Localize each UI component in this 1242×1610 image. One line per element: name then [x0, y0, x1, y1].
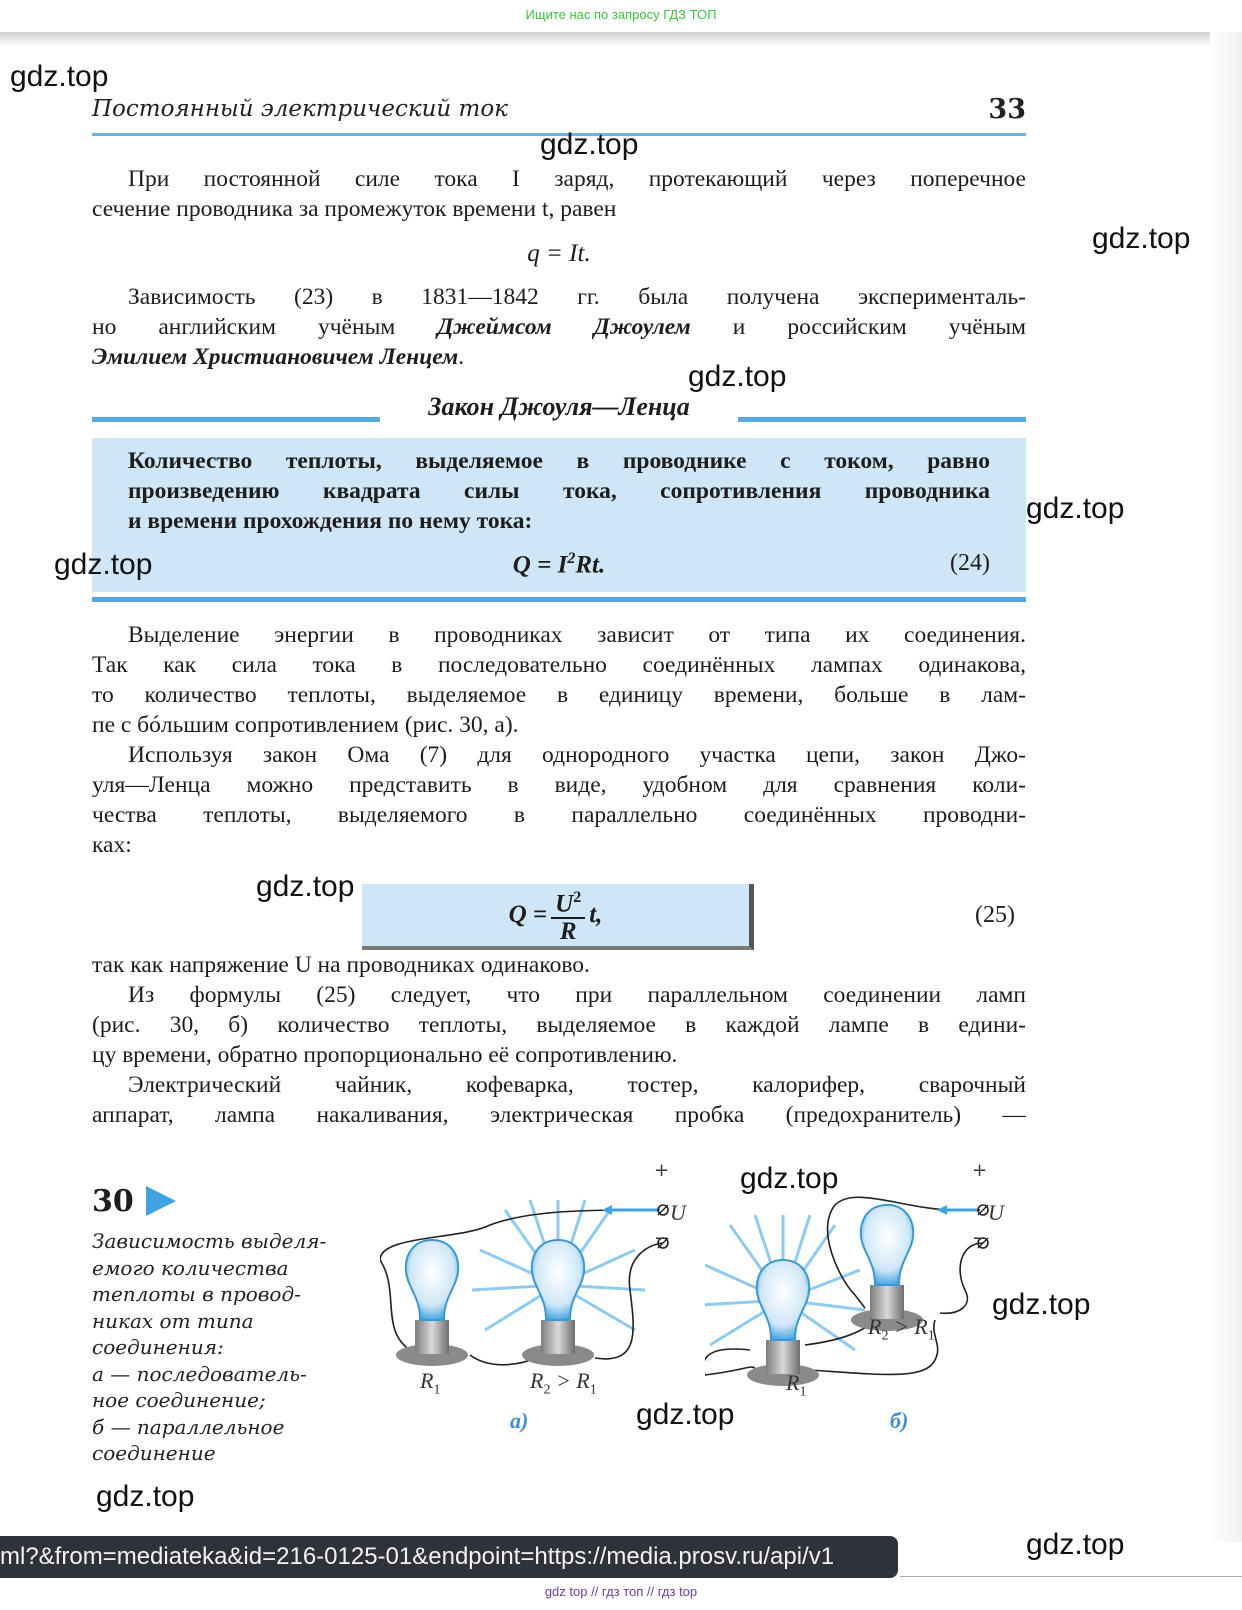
watermark: gdz.top [740, 1162, 839, 1195]
text-line: Так как сила тока в последовательно соединённых лампах одинакова, [92, 652, 1026, 678]
fraction-denominator: R [559, 918, 577, 946]
name-lenz: Эмилием Христиановичем Ленцем [92, 344, 459, 370]
label-part: R [530, 1368, 544, 1393]
label-subscript: 2 [881, 1328, 889, 1344]
subfigure-label-a: а) [510, 1408, 529, 1433]
text-line: чества теплоты, выделяемого в параллельно соединённых проводни- [92, 802, 1026, 828]
light-bulb-icon [522, 1240, 594, 1366]
text-line: (рис. 30, б) количество теплоты, выделяемое в каждой лампе в едини- [92, 1012, 1026, 1038]
text-line: произведению квадрата силы тока, сопротивления проводника [128, 478, 990, 504]
text-run: и российским учёным [690, 314, 1026, 340]
voltage-label: U [988, 1200, 1004, 1225]
text-line: и времени прохождения по нему тока: [128, 508, 533, 534]
paragraph-charge [92, 164, 1026, 224]
watermark: gdz.top [1092, 222, 1191, 255]
label-subscript: 2 [543, 1382, 551, 1398]
text-line: Зависимость (23) в 1831—1842 гг. была получена эксперименталь- [128, 284, 1026, 310]
formula-exponent: 2 [573, 888, 582, 906]
text-line [92, 342, 1026, 372]
watermark: gdz.top [1026, 1528, 1125, 1561]
text-line: аппарат, лампа накаливания, электрическая пробка (предохранитель) — [92, 1102, 1026, 1128]
resistor-label-r2 [868, 1314, 935, 1344]
formula-exponent: 2 [567, 550, 576, 567]
watermark: gdz.top [1026, 492, 1125, 525]
caption-line: Зависимость выделя- [92, 1229, 327, 1253]
text-line: Выделение энергии в проводниках зависит от типа их соединения. [128, 622, 1026, 648]
text-run: . [458, 344, 465, 370]
text-line: Количество теплоты, выделяемое в проводнике с током, равно [128, 448, 990, 474]
paragraph-parallel [92, 950, 1026, 1130]
text-line [92, 312, 1026, 342]
watermark: gdz.top [10, 60, 109, 93]
voltage-label: U [670, 1200, 686, 1225]
text-line: При постоянной силе тока I заряд, протекающий через поперечное [128, 166, 1026, 192]
watermark: gdz.top [54, 548, 153, 581]
watermark: gdz.top [256, 870, 355, 903]
text-line: Электрический чайник, кофеварка, тостер, калорифер, сварочный [128, 1072, 1026, 1098]
watermark: gdz.top [992, 1288, 1091, 1321]
subfigure-label-b: б) [890, 1408, 909, 1433]
label-part: > R [888, 1314, 928, 1339]
text-line: так как напряжение U на проводниках одинаково. [92, 952, 590, 978]
resistor-label-r2 [530, 1368, 597, 1398]
law-title: Закон Джоуля—Ленца [428, 392, 690, 421]
formula-part: Q = I [512, 551, 568, 579]
footer-links[interactable]: gdz top // гдз топ // гдз top [544, 1584, 698, 1599]
law-statement [128, 446, 990, 536]
light-bulb-icon [851, 1205, 923, 1331]
caption-line: соединение [92, 1441, 216, 1465]
caption-line: теплоты в провод- [92, 1282, 301, 1306]
running-title: Постоянный электрический ток [92, 96, 508, 122]
fraction [551, 885, 585, 945]
divider [900, 1576, 1242, 1577]
fraction-numerator [551, 885, 585, 919]
text-line: пе с бóльшим сопротивлением (рис. 30, а). [92, 712, 519, 738]
caption-line: б — параллельное [92, 1414, 285, 1439]
resistor-label-r1 [420, 1368, 440, 1398]
resistor-label-r1 [786, 1370, 806, 1400]
paragraph-joule-lenz-history [92, 282, 1026, 372]
label-subscript: 1 [927, 1328, 935, 1344]
law-title-row [92, 392, 1026, 428]
watermark: gdz.top [540, 128, 639, 161]
caption-line: ное соединение; [92, 1388, 266, 1412]
formula-part: Q = [508, 901, 548, 928]
caption-line: емого количества [92, 1255, 289, 1280]
text-line: цу времени, обратно пропорционально её сопротивлению. [92, 1042, 678, 1068]
formula-box-25 [362, 884, 754, 950]
formula-heat-voltage [362, 884, 749, 946]
label-subscript: 1 [589, 1382, 597, 1398]
text-line: уля—Ленца можно представить в виде, удобном для сравнения коли- [92, 772, 1026, 798]
plus-terminal-label: + [972, 1160, 988, 1181]
text-line: ках: [92, 832, 132, 858]
figure-number: 30 [92, 1184, 134, 1219]
paragraph-energy-release [92, 620, 1026, 860]
divider [92, 597, 1026, 602]
caption-line: соединения: [92, 1335, 224, 1359]
text-run: но английским учёным [92, 314, 438, 340]
figure-caption [92, 1228, 362, 1467]
text-line: Используя закон Ома (7) для однородного участка цепи, закон Джо- [128, 742, 1026, 768]
banner-text: Ищите нас по запросу ГДЗ ТОП [525, 7, 717, 22]
watermark: gdz.top [96, 1480, 195, 1513]
minus-terminal-label: − [654, 1228, 670, 1249]
light-bulb-icon [747, 1260, 819, 1386]
law-statement-box [92, 438, 1026, 592]
watermark: gdz.top [636, 1398, 735, 1431]
formula-part: t, [589, 901, 603, 928]
url-text: ml?&from=mediateka&id=216-0125-01&endpoint=https://media.prosv.ru/api/v1 [0, 1543, 835, 1570]
label-part: R [786, 1370, 800, 1395]
divider [92, 417, 380, 422]
url-bar[interactable] [0, 1536, 898, 1578]
formula-part: Rt. [575, 551, 606, 579]
formula-charge: q = It. [527, 240, 591, 267]
caption-line: никах от типа [92, 1308, 254, 1333]
minus-terminal-label: − [972, 1228, 988, 1249]
text-line: Из формулы (25) следует, что при параллельном соединении ламп [128, 982, 1026, 1008]
formula-part: U [555, 890, 574, 918]
divider [738, 417, 1026, 422]
text-line: сечение проводника за промежуток времени t, равен [92, 196, 617, 222]
watermark: gdz.top [688, 360, 787, 393]
text-line: то количество теплоты, выделяемое в единицу времени, больше в лам- [92, 682, 1026, 708]
label-part: R [420, 1368, 434, 1393]
caption-line: а — последователь- [92, 1361, 307, 1386]
plus-terminal-label: + [654, 1160, 670, 1181]
formula-joule-lenz [92, 550, 1026, 579]
page-number: 33 [988, 94, 1026, 125]
label-part: > R [550, 1368, 590, 1393]
equation-number: (25) [975, 902, 1015, 928]
play-triangle-icon [146, 1186, 176, 1216]
label-subscript: 1 [433, 1382, 441, 1398]
parallel-circuit-diagram [705, 1180, 1025, 1420]
equation-number: (24) [950, 550, 990, 576]
name-joule: Джеймсом Джоулем [437, 314, 691, 340]
label-part: R [868, 1314, 882, 1339]
label-subscript: 1 [799, 1384, 807, 1400]
